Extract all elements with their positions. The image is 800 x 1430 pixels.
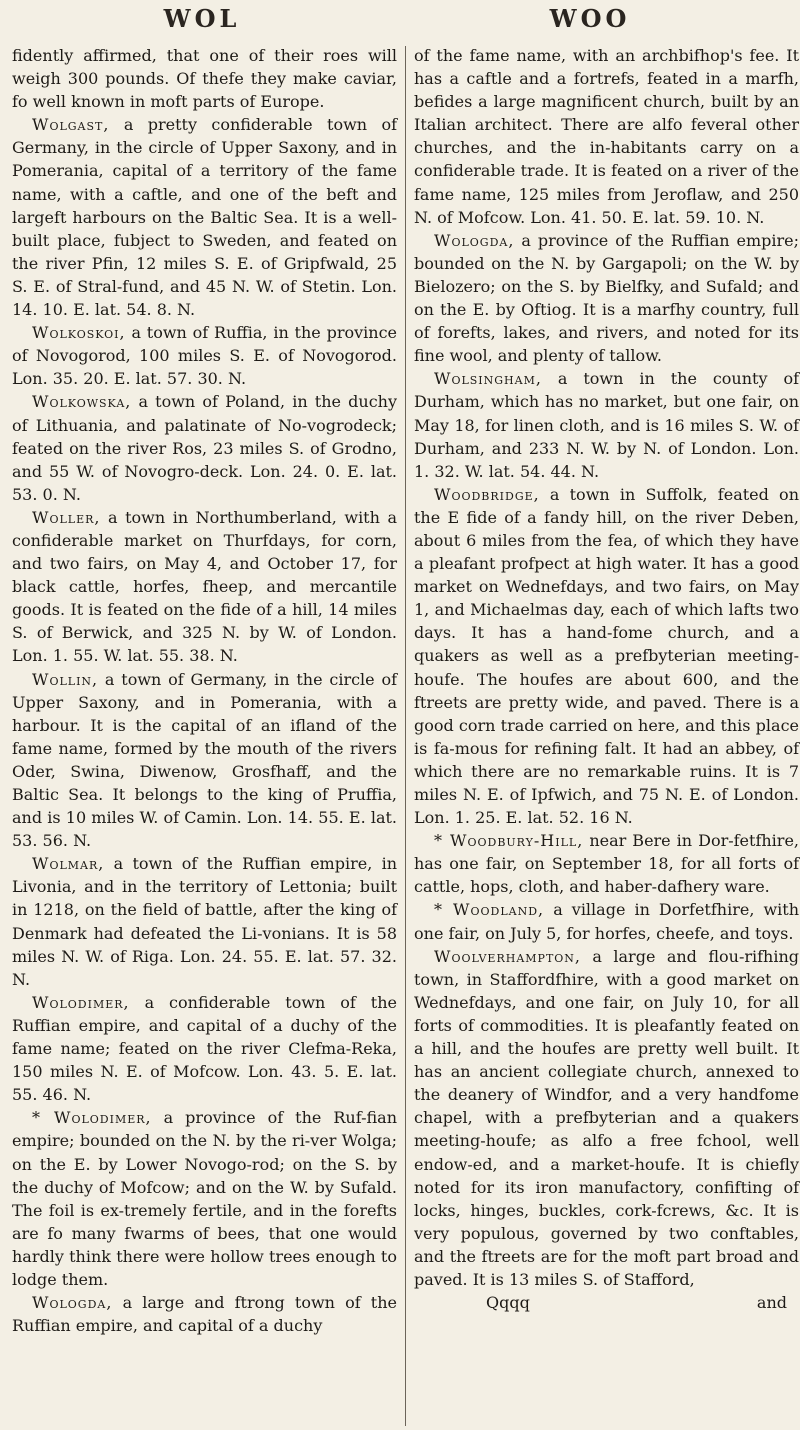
right-column [414,44,799,1314]
entry-headword: * Wolodimer, [32,1108,152,1128]
entry-text: a town of Germany, in the circle of Upper Saxony, and in Pomerania, with a harbour. It is the capital of an ifland of the fame name, formed by the mouth of the rivers Oder, Swina, Diwenow, Grosfhaff, and the Baltic Sea. It belongs to the king of Pruffia, and is 10 miles W. of Camin. Lon. 14. 55. E. lat. 53. 56. N. [12,669,397,851]
running-head-right: WOO [549,4,631,33]
entry-text: a town in Suffolk, feated on the E fide of a fandy hill, on the river Deben, about 6 miles from the fea, of which they have a pleafant profpect at high water. It has a good market on Wednefdays, and two fairs, on May 1, and Michaelmas day, each of which lafts two days. It has a hand-fome church, and a quakers as well as a prefbyterian meeting-houfe. The houfes are about 600, and the ftreets are pretty wide, and paved. There is a good corn trade carried on here, and this place is fa-mous for refining falt. It had an abbey, of which there are no remarkable ruins. It is 7 miles N. E. of Ipfwich, and 75 N. E. of London. Lon. 1. 25. E. lat. 52. 16 N. [414,484,799,828]
running-head-left: WOL [163,4,241,33]
entry-text: a village in Dorfetfhire, with one fair, on July 5, for horfes, cheefe, and toys. [414,900,799,943]
continued-entry [414,44,799,229]
gazetteer-entry [12,1291,397,1337]
catchword: and [756,1293,787,1313]
entry-headword: Wolkowska, [32,392,132,412]
entry-headword: Woller, [32,507,101,527]
left-column [12,44,397,1337]
gazetteer-entry [12,1106,397,1291]
entry-text: a large and flou-rifhing town, in Staffordfhire, with a good market on Wednefdays, and one fair, on July 10, for all forts of commodities. It is pleafantly feated on a hill, and the houfes are pretty well built. It has an ancient collegiate church, annexed to the deanery of Windfor, and a very handfome chapel, with a prefbyterian and a quakers meeting-houfe; as alfo a free fchool, well endow-ed, and a market-houfe. It is chiefly noted for its iron manufactory, confifting of locks, hinges, buckles, cork-fcrews, &c. It is very populous, governed by two conftables, and the ftreets are for the moft part broad and paved. It is 13 miles S. of Stafford, [414,946,799,1289]
entry-headword: Woodbridge, [434,484,540,504]
page-footer [414,1291,799,1314]
gazetteer-entry [12,668,397,853]
gazetteer-entry [12,390,397,505]
gazetteer-entry [414,229,799,368]
entry-headword: Wollin, [32,669,99,689]
page-header [0,4,800,40]
column-divider [405,46,406,1426]
gazetteer-entry [414,898,799,944]
entry-headword: * Woodland, [434,900,545,920]
gazetteer-entry [12,506,397,668]
entry-text: near Bere in Dor-fetfhire, has one fair, on September 18, for all forts of cattle, hops, cloth, and haber-dafhery ware. [414,831,799,897]
entry-headword: Woolverhampton, [434,946,582,966]
gazetteer-entry [12,991,397,1106]
gazetteer-entry [12,321,397,390]
entry-headword: Wologda, [434,230,515,250]
entry-headword: Wolodimer, [32,992,130,1012]
entry-text: a pretty confiderable town of Germany, in the circle of Upper Saxony, and in Pomerania, capital of a territory of the fame name, with a caftle, and one of the beft and largeft harbours on the Baltic Sea. It is a well-built place, fubject to Sweden, and feated on the river Pfin, 12 miles S. E. of Gripfwald, 25 S. E. of Stral-fund, and 45 N. W. of Stetin. Lon. 14. 10. E. lat. 54. 8. N. [12,115,397,320]
entry-text: a town of Poland, in the duchy of Lithuania, and palatinate of No-vogrodeck; feated on the river Ros, 23 miles S. of Grodno, and 55 W. of Novogro-deck. Lon. 24. 0. E. lat. 53. 0. N. [12,392,397,504]
entry-text: a large and ftrong town of the Ruffian empire, and capital of a duchy [12,1293,397,1336]
entry-text: a town of the Ruffian empire, in Livonia, and in the territory of Lettonia; built in 1218, on the field of battle, after the king of Denmark had defeated the Li-vonians. It is 58 miles N. W. of Riga. Lon. 24. 55. E. lat. 57. 32. N. [12,854,397,989]
gazetteer-entry [414,945,799,1291]
entry-text: a town of Ruffia, in the province of Novogorod, 100 miles S. E. of Novogorod. Lon. 35. 20. E. lat. 57. 30. N. [12,323,397,389]
gazetteer-entry [12,852,397,991]
signature-mark: Qqqq [486,1293,530,1313]
gazetteer-entry [12,113,397,321]
gazetteer-entry [414,829,799,898]
entry-headword: Wolmar, [32,854,105,874]
entry-text: of the fame name, with an archbifhop's fee. It has a caftle and a fortrefs, feated in a marfh, befides a large magnificent church, built by an Italian architect. There are alfo feveral other churches, and the in-habitants carry on a confiderable trade. It is feated on a river of the fame name, 125 miles from Jeroflaw, and 250 N. of Mofcow. Lon. 41. 50. E. lat. 59. 10. N. [414,46,799,227]
entry-text: fidently affirmed, that one of their roes will weigh 300 pounds. Of thefe they make caviar, fo well known in moft parts of Europe. [12,46,397,112]
entry-headword: Wolkoskoi, [32,323,126,343]
entry-text: a town in the county of Durham, which has no market, but one fair, on May 18, for linen cloth, and is 16 miles S. W. of Durham, and 233 N. W. by N. of London. Lon. 1. 32. W. lat. 54. 44. N. [414,369,799,481]
entry-text: a confiderable town of the Ruffian empire, and capital of a duchy of the fame name; feated on the river Clefma-Reka, 150 miles N. E. of Mofcow. Lon. 43. 5. E. lat. 55. 46. N. [12,992,397,1105]
entry-headword: Wolsingham, [434,369,542,389]
gazetteer-entry [414,483,799,829]
gazetteer-entry [414,367,799,482]
entry-text: a town in Northumberland, with a confiderable market on Thurfdays, for corn, and two fairs, on May 4, and October 17, for black cattle, horfes, fheep, and mercantile goods. It is feated on the fide of a hill, 14 miles S. of Berwick, and 325 N. by W. of London. Lon. 1. 55. W. lat. 55. 38. N. [12,507,397,666]
entry-text: a province of the Ruf-fian empire; bounded on the N. by the ri-ver Wolga; on the E. by Lower Novogo-rod; on the S. by the duchy of Mofcow; and on the W. by Sufald. The foil is ex-tremely fertile, and in the forefts are fo many fwarms of bees, that one would hardly think there were hollow trees enough to lodge them. [12,1108,397,1289]
continued-entry [12,44,397,113]
entry-headword: Wologda, [32,1293,113,1313]
entry-text: a province of the Ruffian empire; bounded on the N. by Gargapoli; on the W. by Bielozero; on the S. by Bielfky, and Sufald; and on the E. by Oftiog. It is a marfhy country, full of forefts, lakes, and rivers, and noted for its fine wool, and plenty of tallow. [414,230,799,366]
entry-headword: * Woodbury-Hill, [434,831,584,851]
entry-headword: Wolgast, [32,115,110,135]
